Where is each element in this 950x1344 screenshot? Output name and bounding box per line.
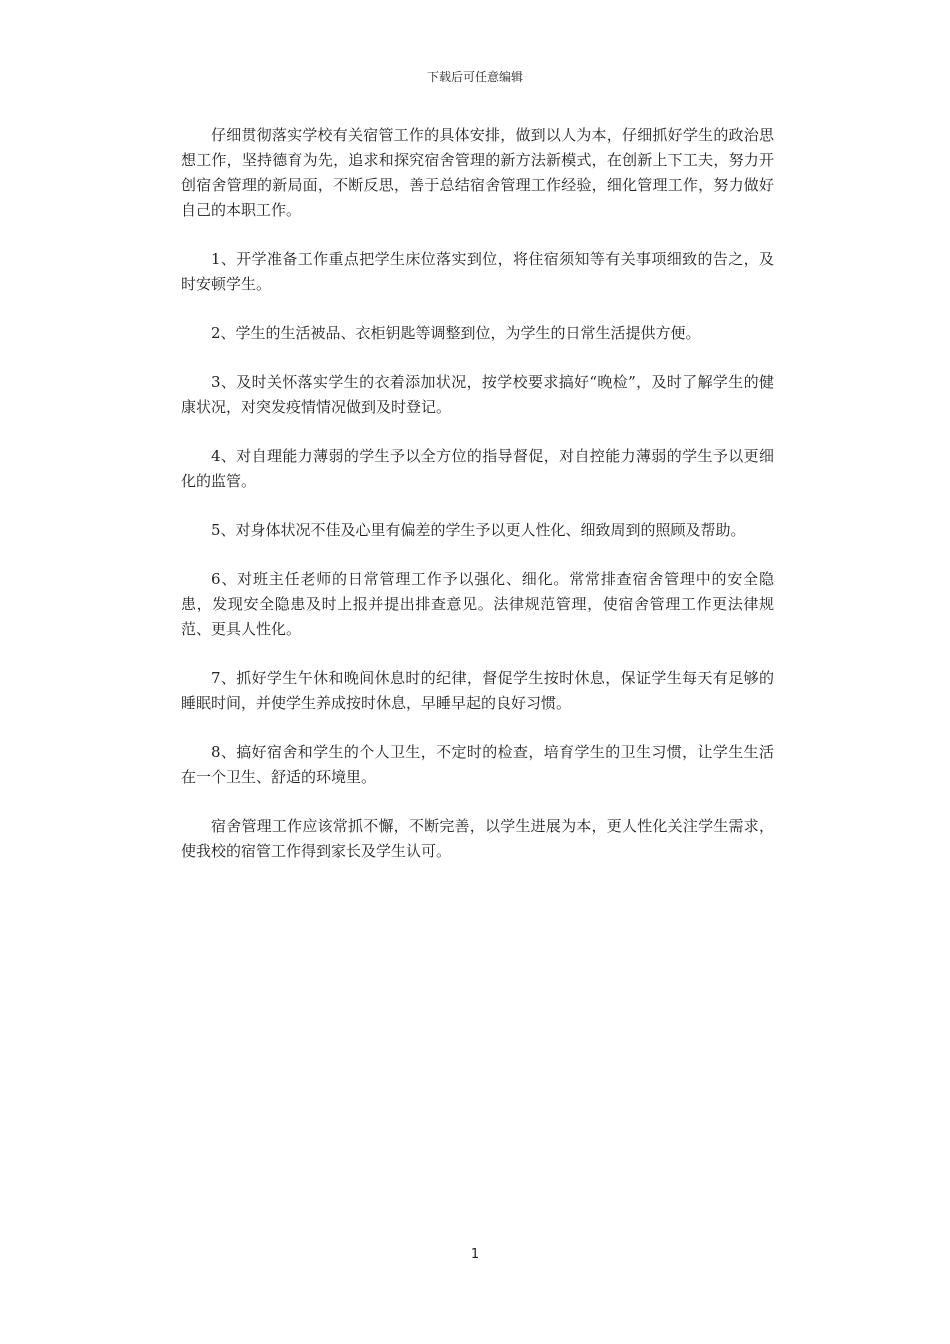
page-header: 下载后可任意编辑: [426, 70, 523, 84]
paragraph-item-7: 7、抓好学生午休和晚间休息时的纪律，督促学生按时休息，保证学生每天有足够的睡眠时间，并使学生养成按时休息，早睡早起的良好习惯。: [181, 669, 774, 712]
paragraph-item-5: 5、对身体状况不佳及心里有偏差的学生予以更人性化、细致周到的照顾及帮助。: [211, 521, 746, 539]
paragraph-item-8: 8、搞好宿舍和学生的个人卫生，不定时的检查，培育学生的卫生习惯，让学生生活在一个卫生、舒适的环境里。: [181, 743, 774, 786]
paragraph-item-2: 2、学生的生活被品、衣柜钥匙等调整到位，为学生的日常生活提供方便。: [211, 324, 701, 342]
paragraph-item-1: 1、开学准备工作重点把学生床位落实到位，将住宿须知等有关事项细致的告之，及时安顿学生。: [181, 250, 774, 293]
page-number: 1: [470, 1247, 480, 1262]
paragraph-item-6: 6、对班主任老师的日常管理工作予以强化、细化。常常排查宿舍管理中的安全隐患，发现安全隐患及时上报并提出排查意见。法律规范管理，使宿舍管理工作更法律规范、更具人性化。: [181, 570, 774, 638]
paragraph-conclusion: 宿舍管理工作应该常抓不懈，不断完善，以学生进展为本，更人性化关注学生需求，使我校的宿管工作得到家长及学生认可。: [181, 817, 774, 860]
paragraph-item-3: 3、及时关怀落实学生的衣着添加状况，按学校要求搞好“晚检”，及时了解学生的健康状况，对突发疫情情况做到及时登记。: [181, 373, 774, 416]
paragraph-intro: 仔细贯彻落实学校有关宿管工作的具体安排，做到以人为本，仔细抓好学生的政治思想工作，坚持德育为先，追求和探究宿舍管理的新方法新模式，在创新上下工夫，努力开创宿舍管理的新局面，不断反思，善于总结宿舍管理工作经验，细化管理工作，努力做好自己的本职工作。: [181, 126, 774, 219]
document-body: [181, 123, 774, 888]
paragraph-item-4: 4、对自理能力薄弱的学生予以全方位的指导督促，对自控能力薄弱的学生予以更细化的监管。: [181, 447, 774, 490]
